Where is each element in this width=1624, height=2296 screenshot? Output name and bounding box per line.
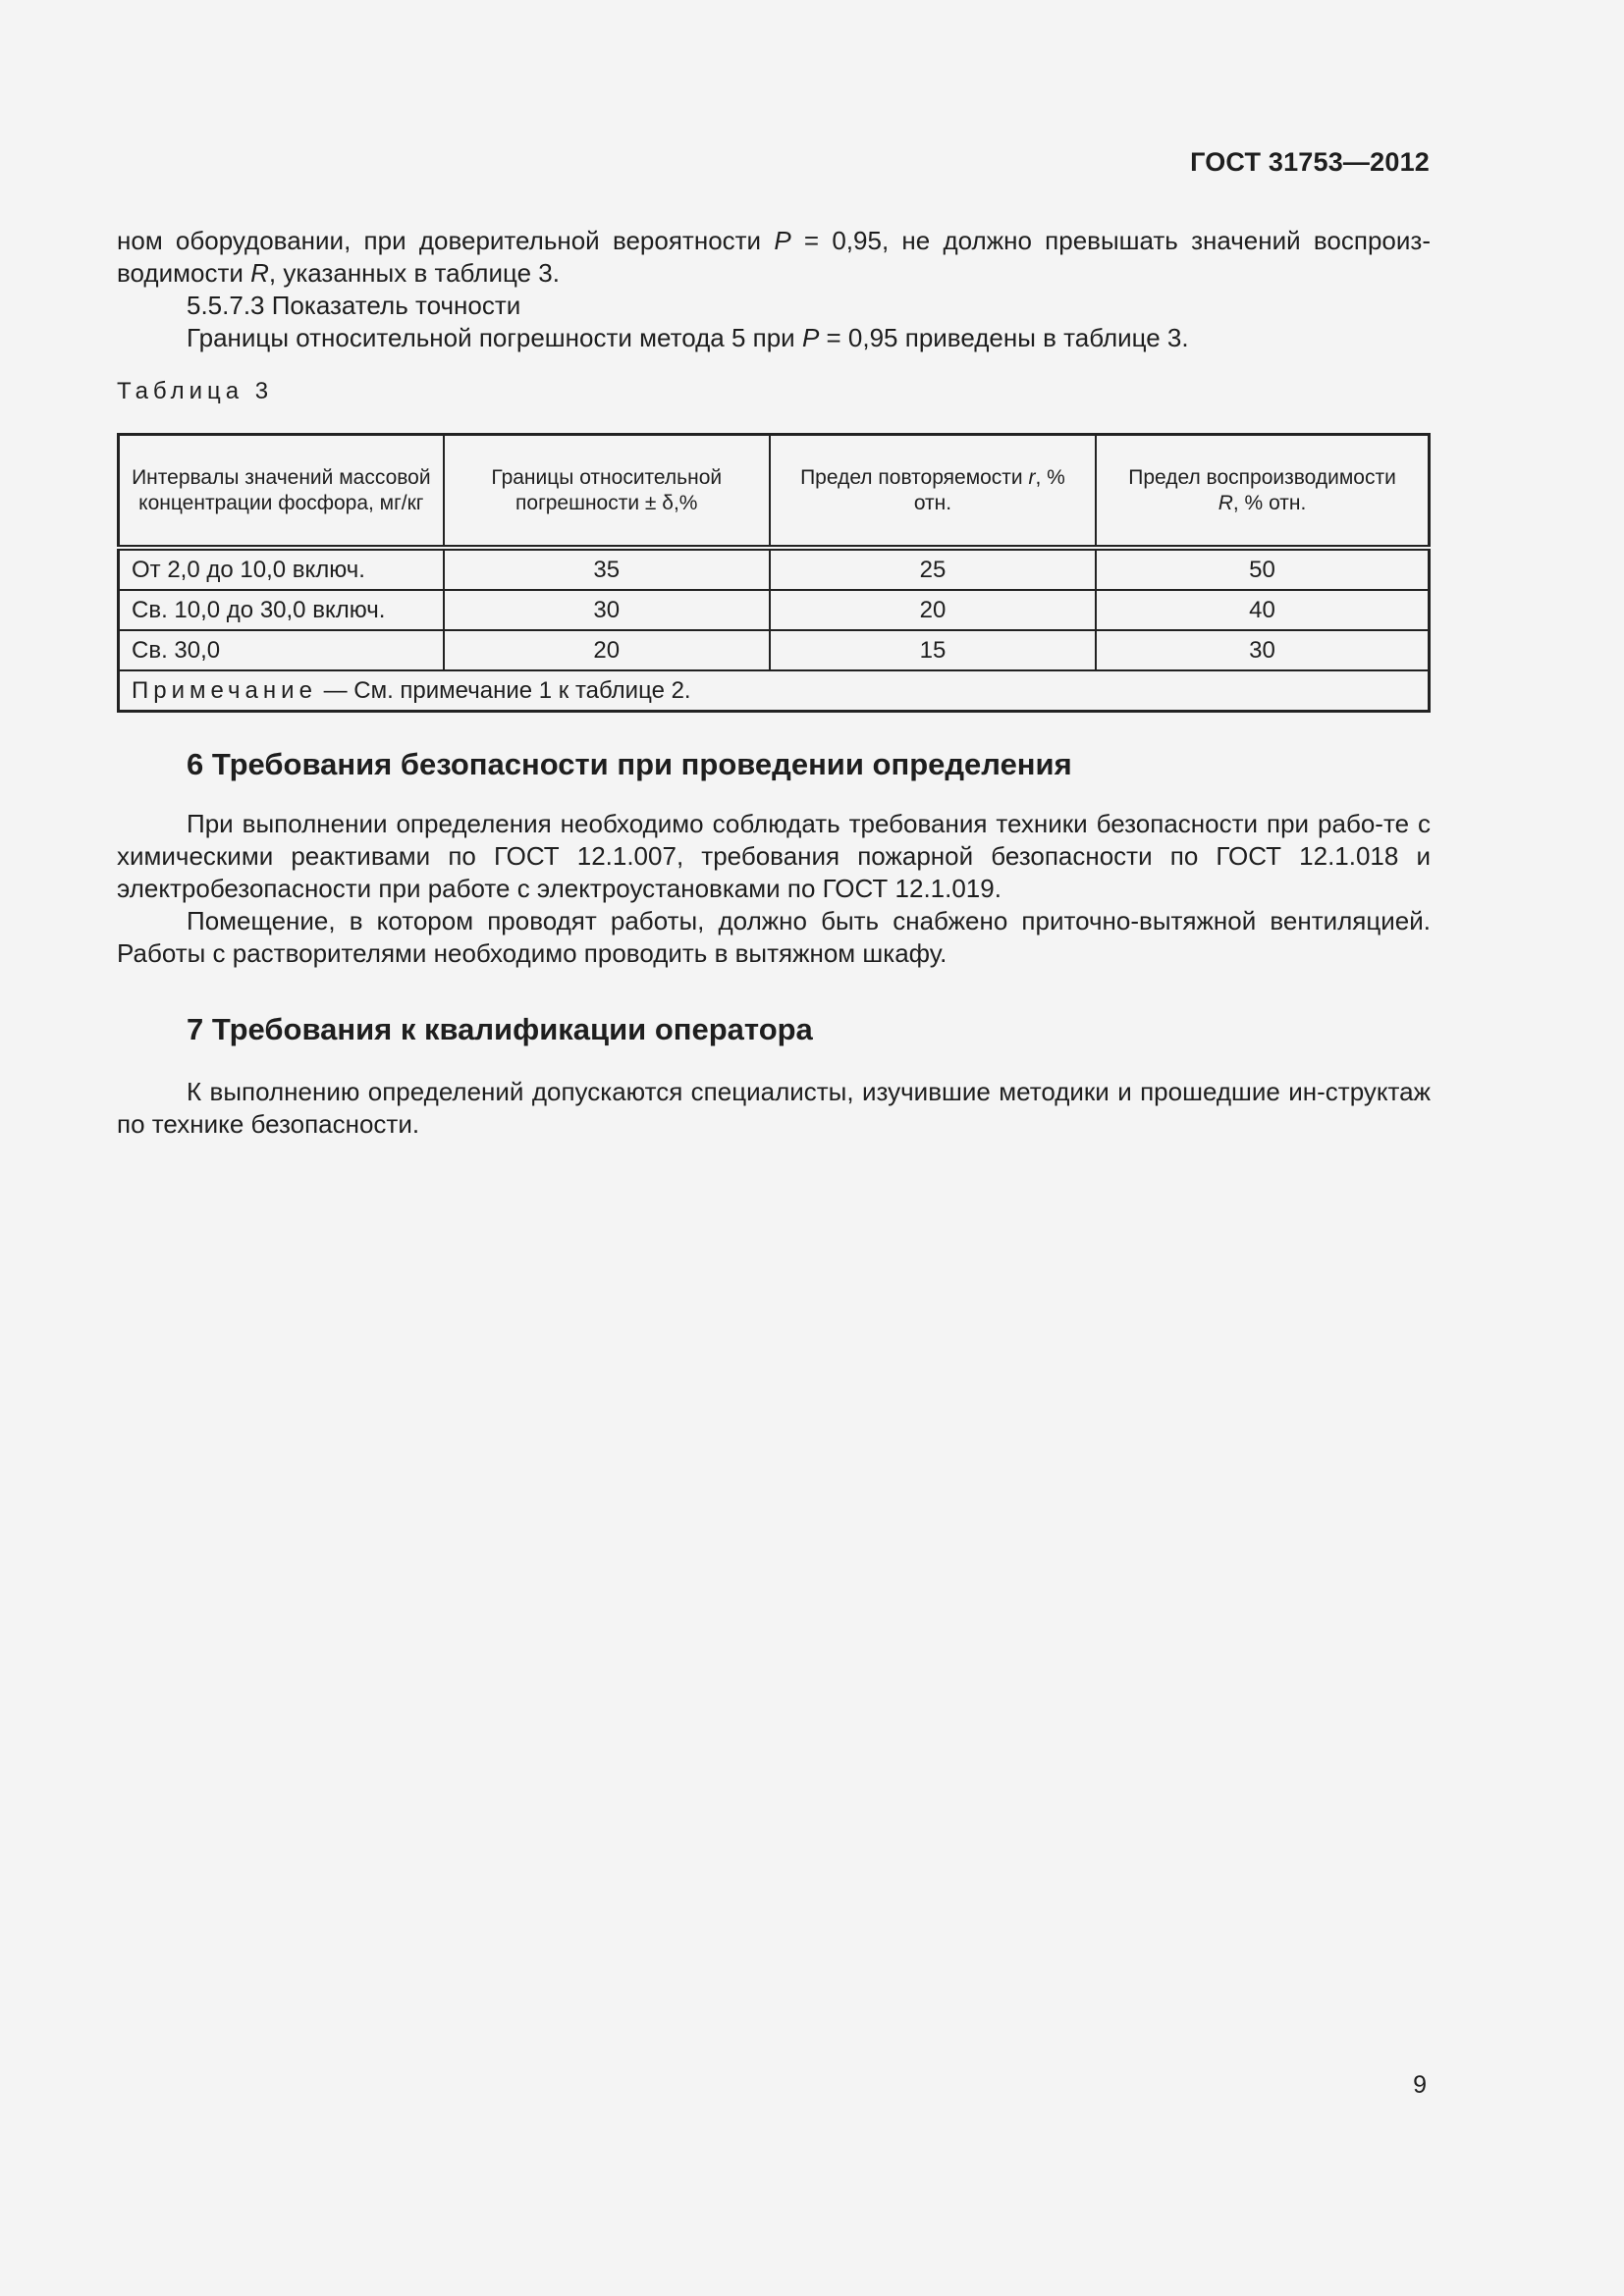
cell-delta: 20 bbox=[444, 630, 770, 670]
header-delta: Границы относительной погрешности ± δ,% bbox=[444, 435, 770, 549]
section-7-heading: 7 Требования к квалификации оператора bbox=[187, 1012, 813, 1046]
cell-delta: 30 bbox=[444, 590, 770, 630]
cell-reproducibility: 40 bbox=[1096, 590, 1429, 630]
text-fragment: Границы относительной погрешности метода 5 при bbox=[187, 323, 802, 352]
section-6-paragraph-2: Помещение, в котором проводят работы, должно быть снабжено приточно-вытяжной вентиляцией. Работы с растворителями необходимо проводить в вытяжном шкафу. bbox=[117, 906, 1431, 968]
page-number: 9 bbox=[1413, 2071, 1427, 2099]
table-caption: Таблица 3 bbox=[117, 378, 274, 404]
section-6-text bbox=[117, 808, 1431, 970]
header-text: Предел повторяемости bbox=[800, 465, 1029, 489]
cell-reproducibility: 30 bbox=[1096, 630, 1429, 670]
cell-repeatability: 20 bbox=[770, 590, 1096, 630]
header-interval: Интервалы значений массовой концентрации фосфора, мг/кг bbox=[119, 435, 444, 549]
table-note-row bbox=[119, 670, 1430, 712]
intro-paragraph-3 bbox=[117, 322, 1431, 354]
precision-table bbox=[117, 433, 1431, 713]
document-code: ГОСТ 31753—2012 bbox=[1190, 147, 1430, 177]
cell-delta: 35 bbox=[444, 548, 770, 590]
note-label: Примечание bbox=[132, 676, 317, 704]
intro-paragraph-1 bbox=[117, 225, 1431, 290]
header-reproducibility bbox=[1096, 435, 1429, 549]
variable-p: P bbox=[801, 323, 820, 352]
variable-r: R bbox=[1218, 491, 1233, 514]
section-7-paragraph-1: К выполнению определений допускаются специалисты, изучившие методики и прошедшие ин-структаж по технике безопасности. bbox=[117, 1077, 1431, 1139]
table-row bbox=[119, 548, 1430, 590]
cell-reproducibility: 50 bbox=[1096, 548, 1429, 590]
note-text: — См. примечание 1 к таблице 2. bbox=[316, 676, 691, 704]
section-6-heading: 6 Требования безопасности при проведении определения bbox=[187, 747, 1072, 781]
variable-r: R bbox=[250, 258, 269, 288]
header-text: , % отн. bbox=[1232, 491, 1307, 514]
variable-p: P bbox=[774, 226, 791, 255]
cell-interval: От 2,0 до 10,0 включ. bbox=[119, 548, 444, 590]
table-header-row bbox=[119, 435, 1430, 549]
header-repeatability bbox=[770, 435, 1096, 549]
clause-title: 5.5.7.3 Показатель точности bbox=[187, 291, 521, 320]
variable-r: r bbox=[1028, 465, 1036, 489]
intro-text bbox=[117, 225, 1431, 354]
cell-interval: Св. 30,0 bbox=[119, 630, 444, 670]
table-note bbox=[119, 670, 1430, 712]
section-6-paragraph-1: При выполнении определения необходимо соблюдать требования техники безопасности при рабо-те с химическими реактивами по ГОСТ 12.1.007, требования пожарной безопасности по ГОСТ 12.1.018 и электробезопасности при работе с электроустановками по ГОСТ 12.1.019. bbox=[117, 809, 1431, 903]
table-row bbox=[119, 590, 1430, 630]
table-row bbox=[119, 630, 1430, 670]
header-text: , % отн. bbox=[913, 465, 1065, 514]
cell-repeatability: 25 bbox=[770, 548, 1096, 590]
text-fragment: ном оборудовании, при доверительной вероятности bbox=[117, 226, 775, 255]
text-fragment: = 0,95 приведены в таблице 3. bbox=[819, 323, 1189, 352]
text-fragment: = 0,95, не должно превышать значений воспроиз-водимости bbox=[117, 226, 1431, 288]
cell-interval: Св. 10,0 до 30,0 включ. bbox=[119, 590, 444, 630]
header-text: Предел воспроизводимости bbox=[1128, 465, 1396, 489]
text-fragment: , указанных в таблице 3. bbox=[268, 258, 560, 288]
cell-repeatability: 15 bbox=[770, 630, 1096, 670]
section-7-text bbox=[117, 1076, 1431, 1141]
